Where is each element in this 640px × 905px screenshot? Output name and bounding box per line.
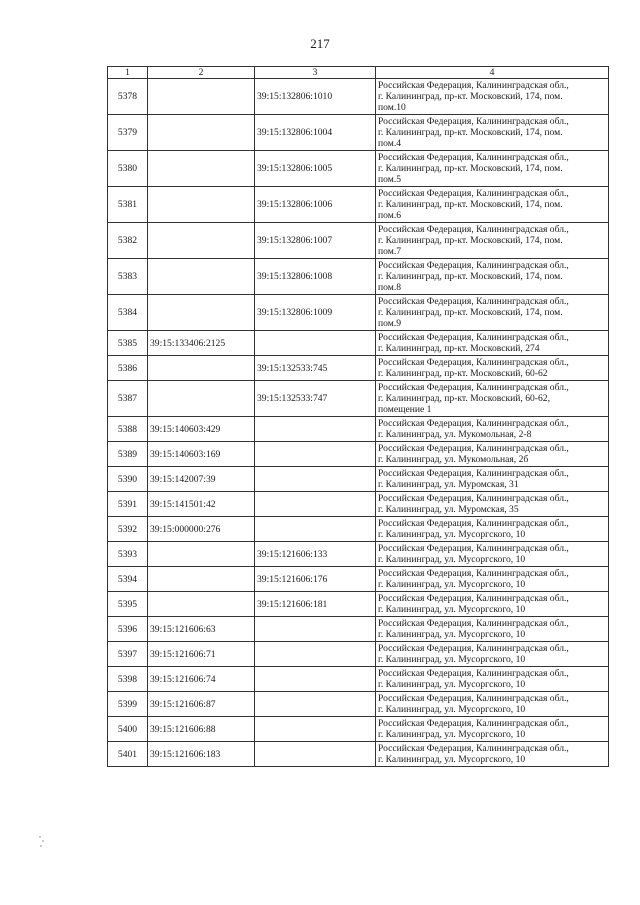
margin-scan-marks [38,835,46,849]
row-number: 5381 [108,187,148,223]
table-row [108,542,609,567]
cadastral-number-col3: 39:15:121606:133 [255,542,376,567]
address-cell [376,517,609,542]
address-cell [376,151,609,187]
address-cell [376,417,609,442]
address-line: Российская Федерация, Калининградская обл., [378,743,569,754]
table-row [108,667,609,692]
address-line: г. Калининград, пр-кт. Московский, 174, пом. [378,127,563,138]
address-line: Российская Федерация, Калининградская обл., [378,152,569,163]
cadastral-number-col3: 39:15:132806:1009 [255,295,376,331]
cadastral-number-col2: 39:15:133406:2125 [148,331,255,356]
table-row [108,356,609,381]
cadastral-number-col2 [148,542,255,567]
table-row [108,717,609,742]
address-line: г. Калининград, пр-кт. Московский, 60-62 [378,368,548,379]
cadastral-number-col2: 39:15:121606:88 [148,717,255,742]
address-line: Российская Федерация, Калининградская обл., [378,332,569,343]
table-row [108,331,609,356]
address-line: Российская Федерация, Калининградская обл., [378,643,569,654]
address-cell [376,187,609,223]
address-line: г. Калининград, ул. Мусоргского, 10 [378,704,526,715]
cadastral-number-col2 [148,295,255,331]
address-cell [376,692,609,717]
cadastral-number-col3 [255,667,376,692]
row-number: 5397 [108,642,148,667]
address-line: Российская Федерация, Калининградская обл., [378,718,569,729]
address-line: пом.10 [378,102,406,113]
address-line: Российская Федерация, Калининградская обл., [378,518,569,529]
table-row [108,617,609,642]
cadastral-number-col2 [148,567,255,592]
address-line: г. Калининград, ул. Мусоргского, 10 [378,654,526,665]
row-number: 5385 [108,331,148,356]
address-line: пом.5 [378,174,402,185]
row-number: 5396 [108,617,148,642]
address-line: Российская Федерация, Калининградская обл., [378,543,569,554]
address-line: г. Калининград, ул. Мукомольная, 2б [378,454,529,465]
cadastral-number-col2 [148,259,255,295]
cadastral-number-col3 [255,417,376,442]
row-number: 5392 [108,517,148,542]
address-line: Российская Федерация, Калининградская обл., [378,593,569,604]
cadastral-number-col3: 39:15:121606:176 [255,567,376,592]
address-line: г. Калининград, пр-кт. Московский, 174, пом. [378,163,563,174]
cadastral-number-col2 [148,223,255,259]
address-line: Российская Федерация, Калининградская обл., [378,693,569,704]
address-line: Российская Федерация, Калининградская обл., [378,260,569,271]
cadastral-number-col3: 39:15:132533:747 [255,381,376,417]
address-cell [376,667,609,692]
address-line: г. Калининград, ул. Мусоргского, 10 [378,554,526,565]
address-cell [376,592,609,617]
table-row [108,187,609,223]
cadastral-number-col2: 39:15:121606:87 [148,692,255,717]
cadastral-number-col3 [255,692,376,717]
cadastral-number-col3 [255,642,376,667]
cadastral-number-col3 [255,617,376,642]
registry-table [107,66,609,767]
row-number: 5379 [108,115,148,151]
table-row [108,692,609,717]
address-line: г. Калининград, ул. Мусоргского, 10 [378,604,526,615]
table-row [108,567,609,592]
address-line: г. Калининград, пр-кт. Московский, 174, пом. [378,307,563,318]
cadastral-number-col2 [148,592,255,617]
table-row [108,417,609,442]
address-line: г. Калининград, пр-кт. Московский, 174, пом. [378,271,563,282]
address-line: г. Калининград, ул. Мусоргского, 10 [378,679,526,690]
table-row [108,381,609,417]
address-line: Российская Федерация, Калининградская обл., [378,116,569,127]
table-row [108,295,609,331]
page-number: 217 [310,36,330,51]
address-line: г. Калининград, пр-кт. Московский, 174, пом. [378,199,563,210]
address-line: Российская Федерация, Калининградская обл., [378,568,569,579]
row-number: 5391 [108,492,148,517]
column-header-3: 3 [255,67,376,79]
row-number: 5400 [108,717,148,742]
cadastral-number-col3: 39:15:132806:1008 [255,259,376,295]
cadastral-number-col3 [255,717,376,742]
address-cell [376,567,609,592]
address-line: г. Калининград, ул. Муромская, 31 [378,479,519,490]
cadastral-number-col2 [148,115,255,151]
address-line: Российская Федерация, Калининградская обл., [378,382,569,393]
column-header-2: 2 [148,67,255,79]
cadastral-number-col2: 39:15:121606:183 [148,742,255,767]
cadastral-number-col3 [255,442,376,467]
cadastral-number-col2: 39:15:142007:39 [148,467,255,492]
address-line: Российская Федерация, Калининградская обл., [378,80,569,91]
address-line: Российская Федерация, Калининградская обл., [378,357,569,368]
table-header [108,67,609,79]
cadastral-number-col2: 39:15:121606:74 [148,667,255,692]
row-number: 5388 [108,417,148,442]
address-line: пом.4 [378,138,402,149]
address-line: г. Калининград, пр-кт. Московский, 174, пом. [378,235,563,246]
address-cell [376,617,609,642]
cadastral-number-col2 [148,187,255,223]
row-number: 5393 [108,542,148,567]
row-number: 5399 [108,692,148,717]
table-row [108,492,609,517]
table-body [108,79,609,767]
cadastral-number-col3: 39:15:132806:1010 [255,79,376,115]
column-header-4: 4 [376,67,609,79]
address-line: г. Калининград, ул. Мусоргского, 10 [378,729,526,740]
table-row [108,151,609,187]
address-line: г. Калининград, пр-кт. Московский, 174, пом. [378,91,563,102]
address-line: Российская Федерация, Калининградская обл., [378,493,569,504]
address-cell [376,331,609,356]
table-row [108,223,609,259]
row-number: 5382 [108,223,148,259]
cadastral-number-col2: 39:15:140603:169 [148,442,255,467]
address-line: г. Калининград, ул. Мусоргского, 10 [378,579,526,590]
address-line: Российская Федерация, Калининградская обл., [378,296,569,307]
row-number: 5383 [108,259,148,295]
address-line: Российская Федерация, Калининградская обл., [378,618,569,629]
table-row [108,442,609,467]
cadastral-number-col3: 39:15:132806:1004 [255,115,376,151]
cadastral-number-col3: 39:15:132806:1006 [255,187,376,223]
address-line: г. Калининград, ул. Муромская, 35 [378,504,519,515]
address-line: помещение 1 [378,404,432,415]
address-cell [376,295,609,331]
address-line: Российская Федерация, Калининградская обл., [378,188,569,199]
row-number: 5390 [108,467,148,492]
cadastral-number-col2: 39:15:141501:42 [148,492,255,517]
row-number: 5389 [108,442,148,467]
row-number: 5380 [108,151,148,187]
cadastral-number-col3 [255,742,376,767]
address-line: Российская Федерация, Калининградская обл., [378,668,569,679]
address-line: пом.9 [378,318,402,329]
address-line: г. Калининград, ул. Мусоргского, 10 [378,529,526,540]
row-number: 5398 [108,667,148,692]
address-cell [376,356,609,381]
table-row [108,742,609,767]
cadastral-number-col3: 39:15:132533:745 [255,356,376,381]
address-line: пом.8 [378,282,402,293]
cadastral-number-col3: 39:15:132806:1005 [255,151,376,187]
cadastral-number-col2 [148,151,255,187]
address-line: Российская Федерация, Калининградская обл., [378,224,569,235]
address-line: г. Калининград, пр-кт. Московский, 274 [378,343,540,354]
address-cell [376,115,609,151]
address-cell [376,442,609,467]
address-line: Российская Федерация, Калининградская обл., [378,418,569,429]
row-number: 5386 [108,356,148,381]
table-row [108,115,609,151]
header-row [108,67,609,79]
address-cell [376,223,609,259]
address-cell [376,742,609,767]
cadastral-number-col3 [255,492,376,517]
cadastral-number-col2 [148,356,255,381]
cadastral-number-col2 [148,381,255,417]
address-line: Российская Федерация, Калининградская обл., [378,468,569,479]
address-cell [376,542,609,567]
address-cell [376,79,609,115]
address-line: Российская Федерация, Калининградская обл., [378,443,569,454]
address-line: г. Калининград, ул. Мусоргского, 10 [378,629,526,640]
address-cell [376,467,609,492]
address-line: пом.6 [378,210,402,221]
address-line: пом.7 [378,246,402,257]
row-number: 5395 [108,592,148,617]
address-cell [376,642,609,667]
cadastral-number-col2: 39:15:140603:429 [148,417,255,442]
table-row [108,642,609,667]
cadastral-number-col3 [255,517,376,542]
address-cell [376,259,609,295]
address-line: г. Калининград, ул. Мусоргского, 10 [378,754,526,765]
address-cell [376,492,609,517]
address-line: г. Калининград, пр-кт. Московский, 60-62, [378,393,550,404]
address-cell [376,717,609,742]
table-row [108,467,609,492]
cadastral-number-col3: 39:15:132806:1007 [255,223,376,259]
cadastral-number-col3 [255,467,376,492]
row-number: 5384 [108,295,148,331]
cadastral-number-col2: 39:15:121606:63 [148,617,255,642]
table-row [108,592,609,617]
column-header-1: 1 [108,67,148,79]
cadastral-number-col2: 39:15:000000:276 [148,517,255,542]
row-number: 5401 [108,742,148,767]
address-cell [376,381,609,417]
row-number: 5387 [108,381,148,417]
row-number: 5394 [108,567,148,592]
cadastral-number-col3 [255,331,376,356]
cadastral-number-col2: 39:15:121606:71 [148,642,255,667]
address-line: г. Калининград, ул. Мукомольная, 2-8 [378,429,532,440]
row-number: 5378 [108,79,148,115]
table-row [108,517,609,542]
cadastral-number-col2 [148,79,255,115]
table-row [108,79,609,115]
cadastral-number-col3: 39:15:121606:181 [255,592,376,617]
table-row [108,259,609,295]
